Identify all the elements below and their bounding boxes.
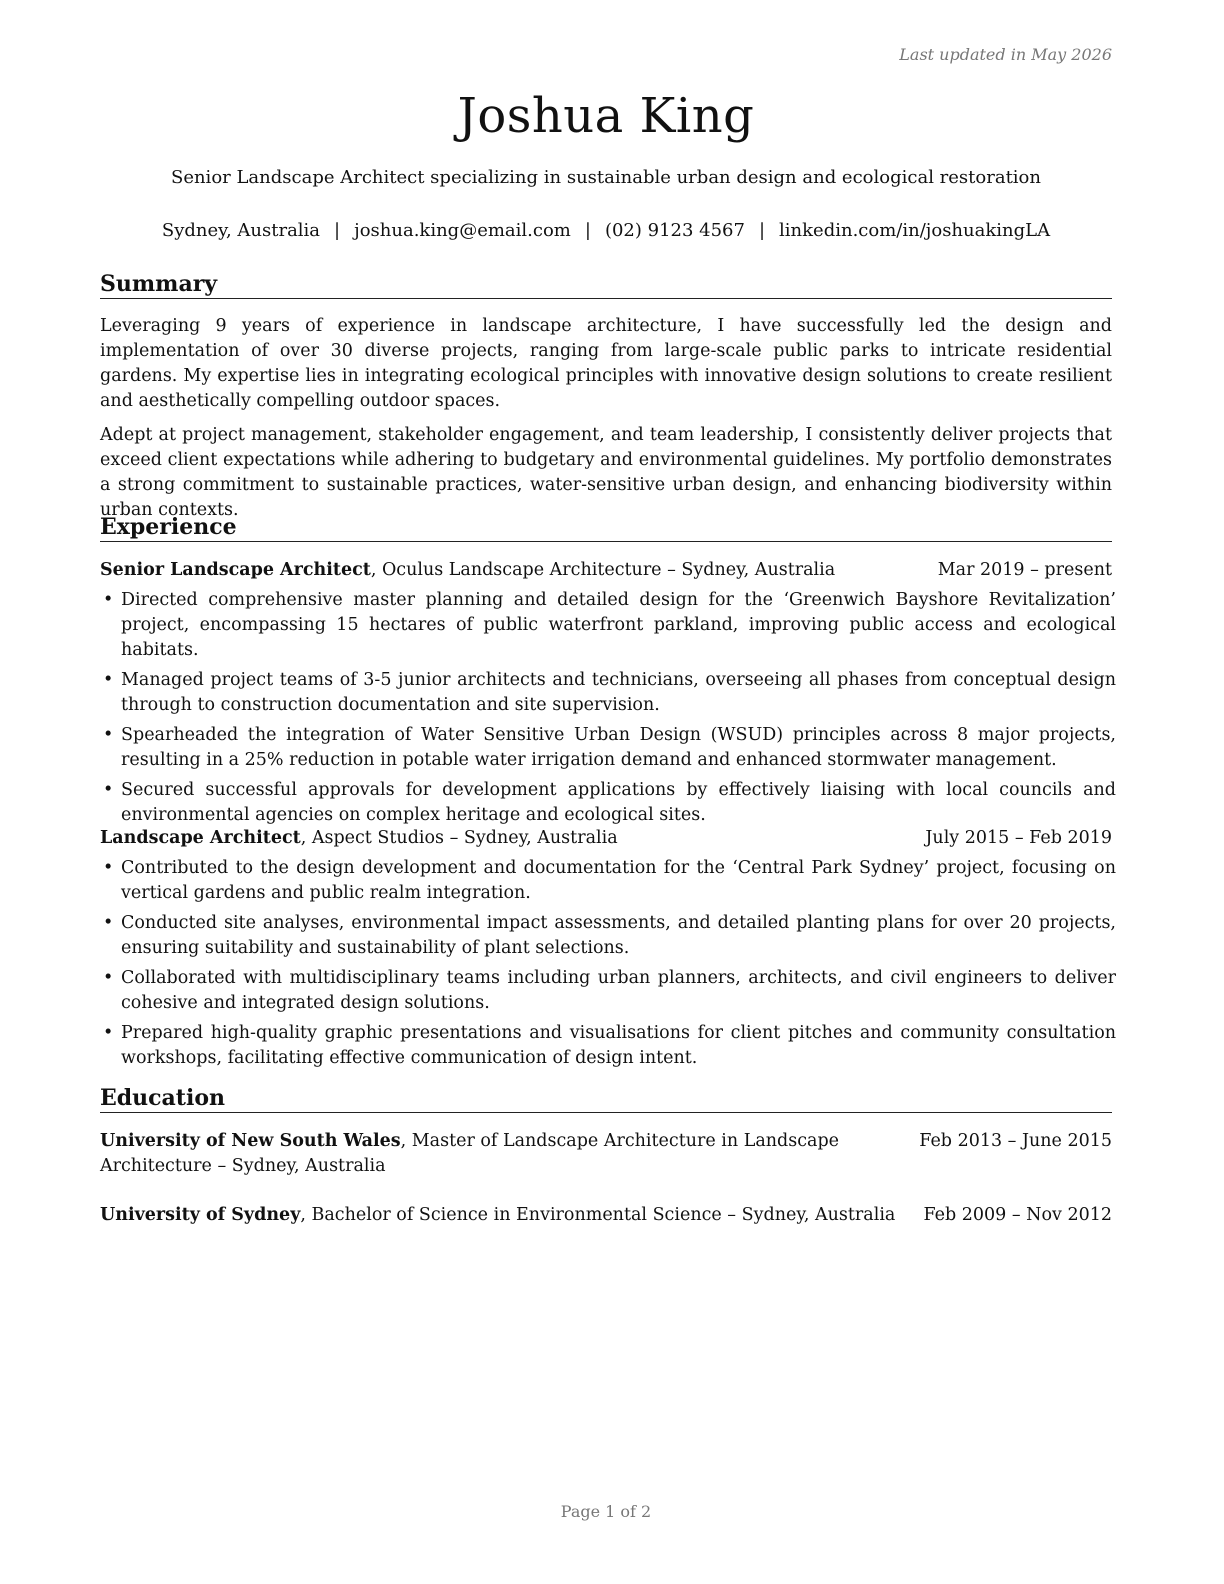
job-title-line [100,558,900,583]
bullet-dot-icon: • [103,1023,114,1043]
bullet-text: Contributed to the design development and documentation for the ‘Central Park Sydney’ project, focusing on vertical gardens and public realm integration. [121,858,1116,903]
list-item [100,856,1116,906]
bullet-dot-icon: • [103,725,114,745]
candidate-name: Joshua King [457,88,755,144]
job-role: Landscape Architect [100,828,301,848]
contact-email-link[interactable]: joshua.king@email.com [354,220,571,241]
job-dates: Mar 2019 – present [937,560,1112,580]
contact-separator: | [758,220,766,241]
job-company: , Aspect Studios – Sydney, Australia [300,828,618,848]
education-degree: , Bachelor of Science in Environmental Science – Sydney, Australia [300,1205,896,1225]
bullet-dot-icon: • [103,670,114,690]
education-title-line [100,1129,890,1179]
list-item [100,723,1116,773]
bullet-text: Managed project teams of 3-5 junior architects and technicians, overseeing all phases from conceptual design through to construction documentation and site supervision. [121,670,1116,715]
contact-location: Sydney, Australia [161,220,321,241]
bullet-text: Secured successful approvals for development applications by effectively liaising with local councils and environmental agencies on complex heritage and ecological sites. [121,780,1116,825]
contact-line [100,220,1112,241]
bullet-dot-icon: • [103,858,114,878]
list-item [100,588,1116,663]
bullet-text: Collaborated with multidisciplinary teams including urban planners, architects, and civil engineers to deliver cohesive and integrated design solutions. [121,968,1116,1013]
bullet-dot-icon: • [103,780,114,800]
education-dates: Feb 2009 – Nov 2012 [923,1205,1112,1225]
bullet-text: Spearheaded the integration of Water Sensitive Urban Design (WSUD) principles across 8 major projects, resulting in a 25% reduction in potable water irrigation demand and enhanced stormwater management. [121,725,1116,770]
job-dates: July 2015 – Feb 2019 [925,828,1112,848]
education-dates: Feb 2013 – June 2015 [919,1131,1112,1151]
bullet-text: Directed comprehensive master planning and detailed design for the ‘Greenwich Bayshore Revitalization’ project, encompassing 15 hectares of public waterfront parkland, improving public access and ecological habitats. [121,590,1116,660]
bullet-dot-icon: • [103,968,114,988]
contact-phone[interactable]: (02) 9123 4567 [604,220,745,241]
list-item [100,778,1116,828]
education-degree: , Master of Landscape Architecture in Landscape Architecture – Sydney, Australia [100,1131,840,1176]
job-role: Senior Landscape Architect [100,560,371,580]
list-item [100,911,1116,961]
list-item [100,668,1116,718]
job-company: , Oculus Landscape Architecture – Sydney, Australia [370,560,836,580]
contact-linkedin-link[interactable]: linkedin.com/in/joshuakingLA [779,220,1051,241]
education-institution: University of Sydney [100,1205,301,1225]
bullet-text: Conducted site analyses, environmental impact assessments, and detailed planting plans for over 20 projects, ensuring suitability and sustainability of plant selections. [121,913,1116,958]
job-bullet-list [100,588,1116,833]
job-bullet-list [100,856,1116,1076]
section-title-education: Education [100,1085,1112,1113]
bullet-text: Prepared high-quality graphic presentations and visualisations for client pitches and community consultation workshops, facilitating effective communication of design intent. [121,1023,1116,1068]
headline-tagline: Senior Landscape Architect specializing in sustainable urban design and ecological restoration [170,167,1041,188]
summary-paragraph: Adept at project management, stakeholder engagement, and team leadership, I consistently deliver projects that exceed client expectations while adhering to budgetary and environmental guidelines. My portfolio demonstrates a strong commitment to sustainable practices, water-sensitive urban design, and enhancing biodiversity within urban contexts. [100,425,1112,520]
education-institution: University of New South Wales [100,1131,401,1151]
list-item [100,1021,1116,1071]
education-title-line [100,1203,900,1228]
page-number: Page 1 of 2 [560,1502,652,1521]
section-title-summary: Summary [100,271,1112,299]
section-title-experience: Experience [100,514,1112,542]
bullet-dot-icon: • [103,913,114,933]
list-item [100,966,1116,1016]
contact-separator: | [584,220,591,241]
resume-page [100,0,1116,1584]
summary-paragraph: Leveraging 9 years of experience in landscape architecture, I have successfully led the design and implementation of over 30 diverse projects, ranging from large-scale public parks to intricate residential gardens. My expertise lies in integrating ecological principles with innovative design solutions to create resilient and aesthetically compelling outdoor spaces. [100,316,1112,411]
contact-separator: | [334,220,341,241]
bullet-dot-icon: • [103,590,114,610]
last-updated-note: Last updated in May 2026 [899,45,1112,64]
job-title-line [100,826,900,851]
